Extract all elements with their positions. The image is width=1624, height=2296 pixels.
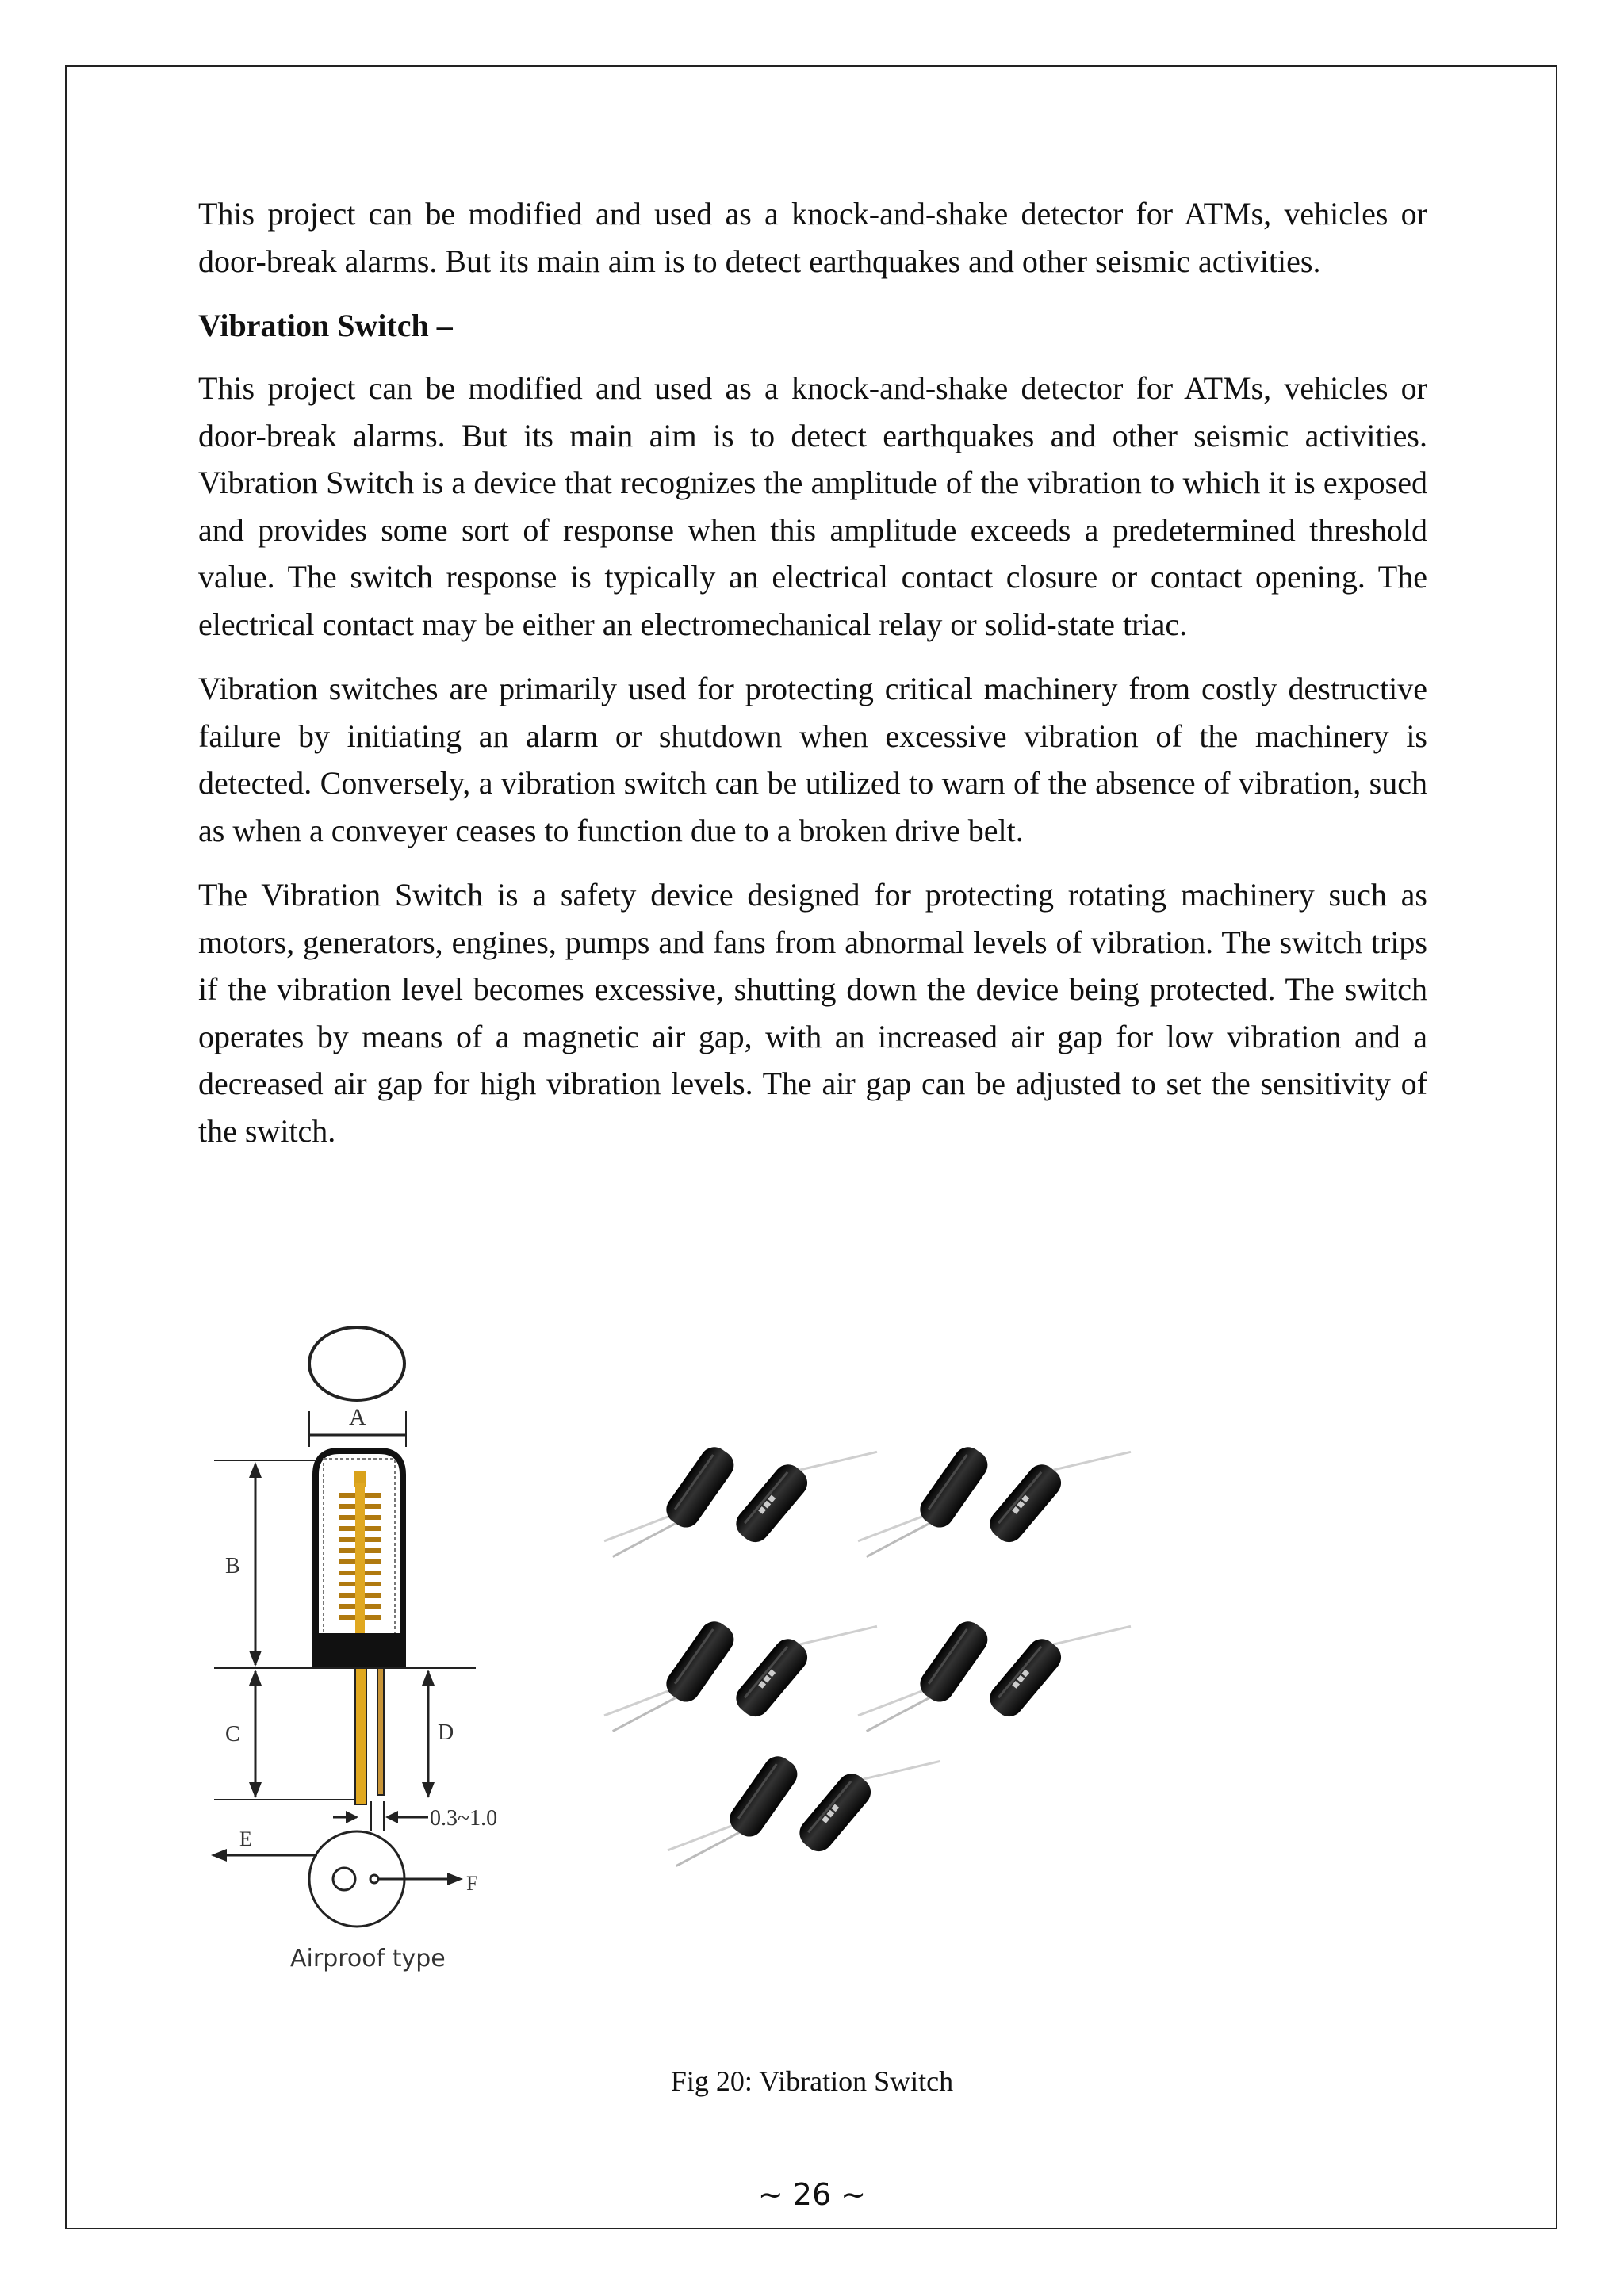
label-d: D	[438, 1720, 454, 1745]
figure	[198, 1316, 1435, 2014]
label-a: A	[349, 1404, 366, 1430]
label-b: B	[225, 1554, 240, 1578]
figure-caption: Fig 20: Vibration Switch	[670, 2065, 954, 2097]
top-view-circle	[309, 1327, 404, 1400]
label-airproof-type: Airproof type	[290, 1945, 446, 1973]
paragraph-2: Vibration switches are primarily used for protecting critical machinery from costly destructive failure by initiating an alarm or shutdown when excessive vibration of the machinery is detected. Conversely, a vibration switch can be utilized to warn of the absence of vibration, such as when a conveyer ceases to function due to a broken drive belt.	[198, 671, 1427, 848]
label-f: F	[466, 1872, 478, 1895]
intro-paragraph: This project can be modified and used as a knock-and-shake detector for ATMs, vehicles or door-break alarms. But its main aim is to detect earthquakes and other seismic activities.	[198, 196, 1427, 279]
vibration-switches-photo: ▪▪▪	[642, 1395, 1245, 1903]
page-number: ~ 26 ~	[757, 2177, 867, 2212]
vibration-switch-diagram	[198, 1316, 579, 1982]
label-c: C	[225, 1722, 240, 1747]
label-gap: 0.3~1.0	[430, 1806, 498, 1831]
section-heading: Vibration Switch –	[198, 308, 453, 343]
paragraph-1: This project can be modified and used as a knock-and-shake detector for ATMs, vehicles or door-break alarms. But its main aim is to detect earthquakes and other seismic activities. Vibration Switch is a device that recognizes the amplitude of the vibration to which it is exposed and provides some sort of response when this amplitude exceeds a predetermined threshold value. The switch response is typically an electrical contact closure or contact opening. The electrical contact may be either an electromechanical relay or solid-state triac.	[198, 370, 1427, 642]
label-e: E	[239, 1827, 252, 1850]
paragraph-3: The Vibration Switch is a safety device designed for protecting rotating machinery such as motors, generators, engines, pumps and fans from abnormal levels of vibration. The switch trips if the vibration level becomes excessive, shutting down the device being protected. The switch operates by means of a magnetic air gap, with an increased air gap for low vibration and a decreased air gap for high vibration levels. The air gap can be adjusted to set the sensitivity of the switch.	[198, 877, 1427, 1149]
body-text	[198, 190, 1427, 1172]
